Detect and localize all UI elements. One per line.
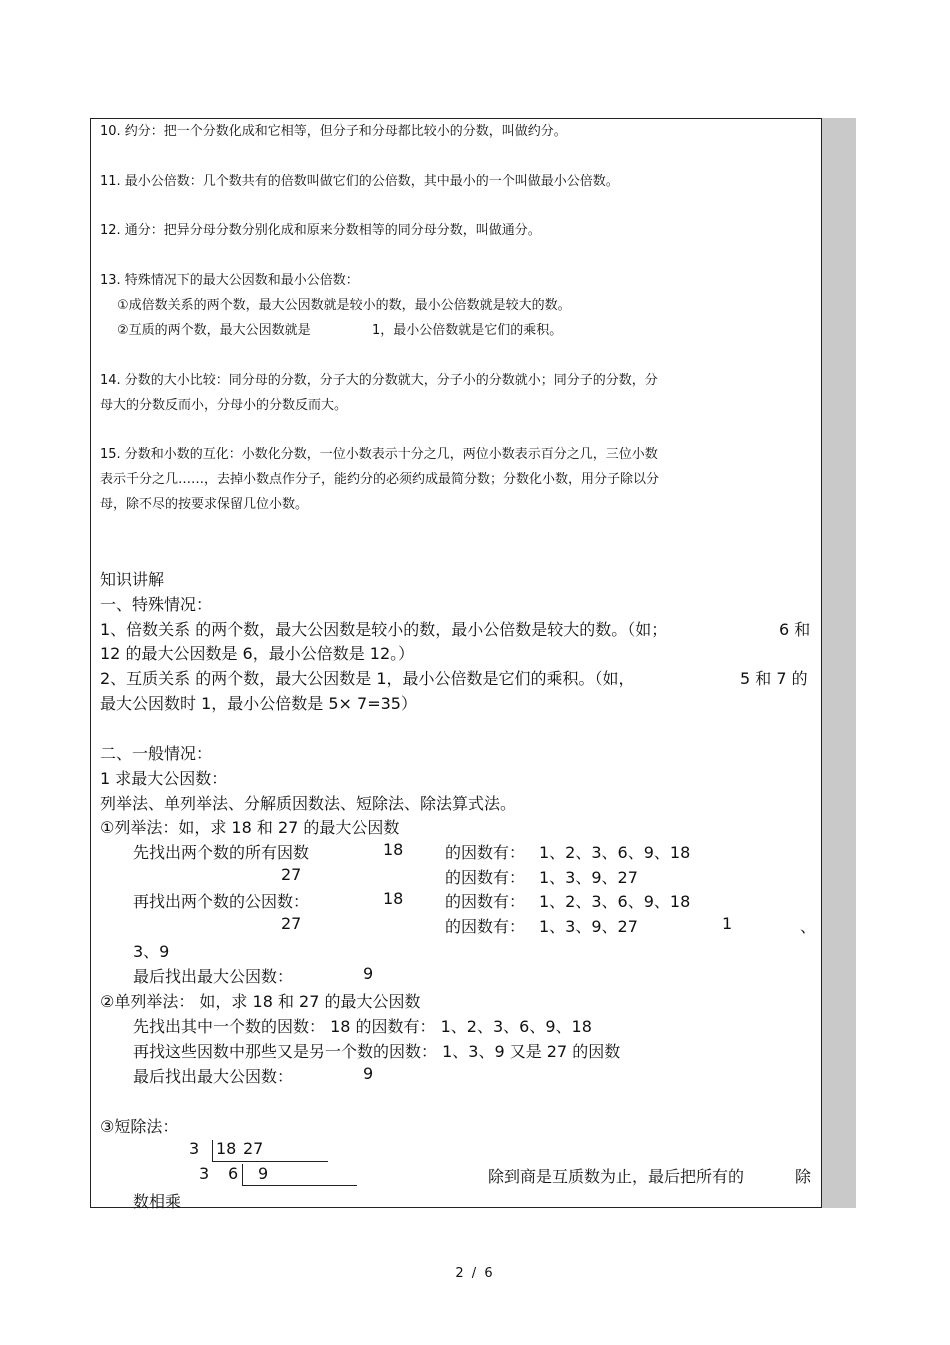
listing-step-3: 最后找出最大公因数： <box>133 967 294 986</box>
definition-15-line-3: 母，除不尽的按要求保留几位小数。 <box>100 497 309 512</box>
definition-14-line-2: 母大的分数反而小，分母小的分数反而大。 <box>100 398 348 413</box>
division-bar-2 <box>242 1185 357 1186</box>
coprime-relation-line-1-end: 5 和 7 的 <box>740 669 808 688</box>
lecture-heading: 知识讲解 <box>100 570 165 589</box>
quotient-9: 9 <box>258 1164 269 1183</box>
gcd-title: 1 求最大公因数： <box>100 769 228 788</box>
short-division-title: ③短除法： <box>100 1117 179 1136</box>
factors-of-27: 1、3、9、27 <box>539 917 638 936</box>
single-listing-step-3: 最后找出最大公因数： <box>133 1067 294 1086</box>
number-18: 18 <box>383 840 404 859</box>
short-division-note-end: 除 <box>795 1167 812 1186</box>
separator: 、 <box>800 917 817 936</box>
number-18: 18 <box>383 889 404 908</box>
factors-of-label: 的因数有： <box>445 892 526 911</box>
definition-15-line-2: 表示千分之几……，去掉小数点作分子，能约分的必须约成最简分数；分数化小数，用分子除以分 <box>100 472 660 487</box>
number-27: 27 <box>281 865 302 884</box>
gcd-methods: 列举法、单列举法、分解质因数法、短除法、除法算式法。 <box>100 794 517 813</box>
factors-of-label: 的因数有： <box>445 868 526 887</box>
multiple-relation-line-2: 12 的最大公因数是 6，最小公倍数是 12。） <box>100 644 415 663</box>
definition-14-line-1: 14. 分数的大小比较：同分母的分数，分子大的分数就大，分子小的分数就小；同分子的分数，分 <box>100 373 658 388</box>
common-factor-1: 1 <box>722 914 733 933</box>
divisor-2: 3 <box>199 1164 210 1183</box>
page-number: 2 / 6 <box>455 1266 495 1281</box>
factors-of-18: 1、2、3、6、9、18 <box>539 843 691 862</box>
coprime-relation-line-1: 2、互质关系 的两个数，最大公因数是 1，最小公倍数是它们的乘积。（如， <box>100 669 635 688</box>
short-division-note-cont: 数相乘 <box>133 1192 182 1211</box>
factors-of-18: 1、2、3、6、9、18 <box>539 892 691 911</box>
definition-15-line-1: 15. 分数和小数的互化：小数化分数，一位小数表示十分之几，两位小数表示百分之几，三位小数 <box>100 447 658 462</box>
side-column-shaded <box>821 118 856 1208</box>
listing-method-title: ①列举法：如，求 18 和 27 的最大公因数 <box>100 818 400 837</box>
definition-13-item-1: ①成倍数关系的两个数，最大公因数就是较小的数，最小公倍数就是较大的数。 <box>117 298 571 313</box>
special-case-heading: 一、特殊情况： <box>100 595 213 614</box>
number-27: 27 <box>281 914 302 933</box>
division-bracket-1 <box>212 1140 213 1162</box>
division-bracket-2 <box>242 1164 243 1186</box>
factors-of-label: 的因数有： <box>445 917 526 936</box>
quotient-6: 6 <box>228 1164 239 1183</box>
factors-of-27: 1、3、9、27 <box>539 868 638 887</box>
dividend-18: 18 <box>216 1139 237 1158</box>
short-division-note: 除到商是互质数为止，最后把所有的 <box>488 1167 745 1186</box>
definition-10: 10. 约分：把一个分数化成和它相等，但分子和分母都比较小的分数，叫做约分。 <box>100 124 567 139</box>
gcd-answer: 9 <box>363 1064 374 1083</box>
definition-13: 13. 特殊情况下的最大公因数和最小公倍数： <box>100 273 359 288</box>
definition-13-item-2-b: 1，最小公倍数就是它们的乘积。 <box>372 323 563 338</box>
gcd-answer: 9 <box>363 964 374 983</box>
multiple-relation-line-1: 1、倍数关系 的两个数，最大公因数是较小的数，最小公倍数是较大的数。（如； <box>100 620 668 639</box>
divisor-1: 3 <box>189 1139 200 1158</box>
definition-12: 12. 通分：把异分母分数分别化成和原来分数相等的同分母分数，叫做通分。 <box>100 223 541 238</box>
dividend-27: 27 <box>243 1139 264 1158</box>
single-listing-step-2: 再找这些因数中那些又是另一个数的因数： 1、3、9 又是 27 的因数 <box>133 1042 621 1061</box>
single-listing-method-title: ②单列举法： 如，求 18 和 27 的最大公因数 <box>100 992 421 1011</box>
multiple-relation-line-1-end: 6 和 <box>779 620 811 639</box>
division-bar-1 <box>212 1161 328 1162</box>
single-listing-step-1: 先找出其中一个数的因数： 18 的因数有： 1、2、3、6、9、18 <box>133 1017 592 1036</box>
general-case-heading: 二、一般情况： <box>100 744 213 763</box>
common-factors-rest: 3、9 <box>133 942 170 961</box>
factors-of-label: 的因数有： <box>445 843 526 862</box>
listing-step-2: 再找出两个数的公因数： <box>133 892 310 911</box>
definition-13-item-2-a: ②互质的两个数，最大公因数就是 <box>117 323 311 338</box>
definition-11: 11. 最小公倍数：几个数共有的倍数叫做它们的公倍数，其中最小的一个叫做最小公倍数。 <box>100 174 619 189</box>
coprime-relation-line-2: 最大公因数时 1，最小公倍数是 5× 7=35） <box>100 694 417 713</box>
listing-step-1: 先找出两个数的所有因数 <box>133 843 310 862</box>
